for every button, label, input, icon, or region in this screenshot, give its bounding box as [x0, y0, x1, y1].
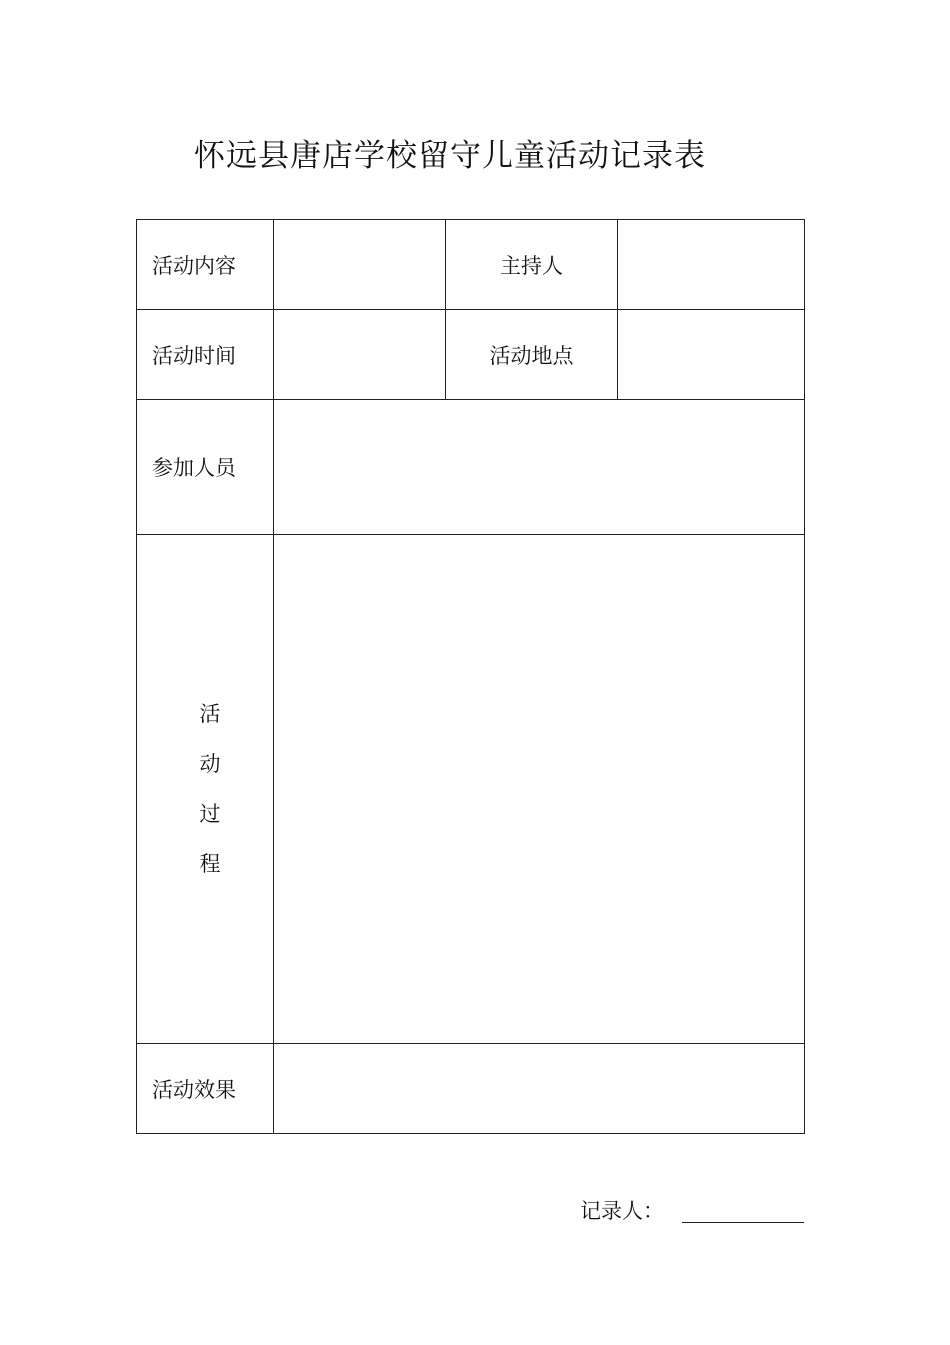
activity-process-label	[137, 535, 274, 1044]
page-title: 怀远县唐店学校留守儿童活动记录表	[194, 138, 706, 174]
activity-content-label: 活动内容	[137, 220, 274, 310]
activity-content-field[interactable]	[274, 220, 446, 310]
activity-location-field[interactable]	[618, 310, 805, 400]
activity-time-label: 活动时间	[137, 310, 274, 400]
activity-effect-label: 活动效果	[137, 1044, 274, 1134]
participants-field[interactable]	[274, 400, 805, 535]
activity-process-label-char: 活	[199, 702, 221, 726]
activity-location-label: 活动地点	[446, 310, 618, 400]
activity-process-label-char: 过	[199, 802, 221, 826]
recorder-label: 记录人：	[580, 1199, 664, 1223]
table-row	[137, 1044, 805, 1134]
table-row	[137, 220, 805, 310]
activity-record-table	[136, 219, 805, 1134]
host-label: 主持人	[446, 220, 618, 310]
activity-process-label-char: 动	[199, 752, 221, 776]
host-field[interactable]	[618, 220, 805, 310]
table-row	[137, 310, 805, 400]
table-row	[137, 400, 805, 535]
participants-label: 参加人员	[137, 400, 274, 535]
activity-effect-field[interactable]	[274, 1044, 805, 1134]
activity-process-field[interactable]	[274, 535, 805, 1044]
activity-process-label-char: 程	[199, 852, 221, 876]
activity-time-field[interactable]	[274, 310, 446, 400]
table-row	[137, 535, 805, 1044]
recorder-signature-line[interactable]	[682, 1222, 804, 1223]
